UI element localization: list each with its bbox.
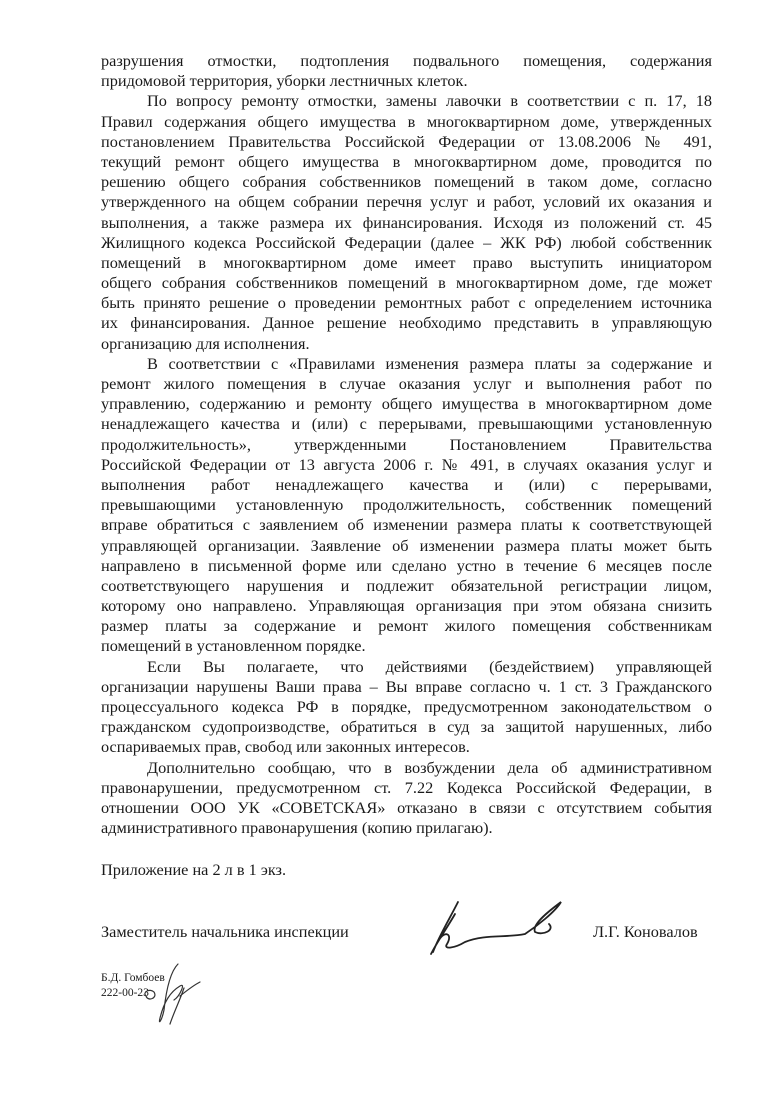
paragraph	[101, 657, 712, 758]
text-line: оспариваемых прав, свобод или законных интересов.	[101, 737, 470, 757]
text-line: разрушения отмостки, подтопления подвального помещения, содержания	[101, 51, 712, 70]
text-line: выполнения работ ненадлежащего качества и (или) с перерывами,	[101, 474, 712, 494]
text-line: организацию для исполнения.	[101, 333, 310, 353]
text-line: вправе обратиться с заявлением об изменении размера платы к соответствующей	[101, 515, 712, 535]
text-line: процессуального кодекса РФ в порядке, предусмотренном законодательством о	[101, 697, 712, 716]
text-line: правонарушении, предусмотренном ст. 7.22 Кодекса Российской Федерации, в	[101, 777, 712, 797]
attachment-note: Приложение на 2 л в 1 экз.	[101, 860, 287, 879]
text-line: которому оно направлено. Управляющая организация при этом обязана снизить	[101, 596, 712, 616]
text-line: организации нарушены Ваши права – Вы вправе согласно ч. 1 ст. 3 Гражданского	[101, 676, 712, 696]
signature-gomboev	[140, 962, 210, 1028]
text-line: управлению, содержанию и ремонту общего имущества в многоквартирном доме	[101, 394, 712, 414]
paragraph	[101, 91, 712, 353]
text-line: текущий ремонт общего имущества в многоквартирном доме, проводится по	[101, 151, 712, 171]
text-line: В соответствии с «Правилами изменения размера платы за содержание и	[147, 353, 712, 373]
text-line: размер платы за содержание и ремонт жилого помещения собственникам	[101, 616, 712, 636]
paragraph	[101, 354, 712, 657]
text-line: Российской Федерации от 13 августа 2006 г. № 491, в случаях оказания услуг и	[101, 454, 712, 474]
letter-body	[101, 51, 712, 838]
text-line: отношении ООО УК «СОВЕТСКАЯ» отказано в связи с отсутствием события	[101, 797, 712, 817]
paragraph	[101, 51, 712, 91]
signature-konovalov	[425, 898, 565, 956]
text-line: управляющей организации. Заявление об изменении размера платы может быть	[101, 535, 712, 555]
executor-phone: 222-00-23	[101, 987, 149, 999]
text-line: гражданском судопроизводстве, обратиться в суд за защитой нарушенных, либо	[101, 717, 712, 737]
text-line: продолжительность», утвержденными Постановлением Правительства	[101, 434, 712, 454]
text-line: Дополнительно сообщаю, что в возбуждении дела об административном	[147, 757, 712, 777]
paragraph	[101, 758, 712, 839]
text-line: Правил содержания общего имущества в многоквартирном доме, утвержденных	[101, 111, 712, 131]
text-line: выполнения, а также размера их финансирования. Исходя из положений ст. 45	[101, 212, 712, 232]
text-line: общего собрания собственников помещений в многоквартирном доме, где может	[101, 273, 712, 293]
text-line: их финансирования. Данное решение необходимо представить в управляющую	[101, 313, 712, 333]
text-line: ненадлежащего качества и (или) с перерывами, превышающими установленную	[101, 414, 712, 434]
text-line: Если Вы полагаете, что действиями (бездействием) управляющей	[147, 656, 712, 676]
text-line: административного правонарушения (копию прилагаю).	[101, 818, 493, 838]
executor-name: Б.Д. Гомбоев	[101, 972, 165, 984]
text-line: направлено в письменной форме или сделано устно в течение 6 месяцев после	[101, 555, 712, 575]
text-line: помещений в многоквартирном доме имеет право выступить инициатором	[101, 252, 712, 272]
signatory-name: Л.Г. Коновалов	[593, 922, 698, 941]
text-line: По вопросу ремонту отмостки, замены лавочки в соответствии с п. 17, 18	[147, 91, 712, 111]
text-line: утвержденного на общем собрании перечня услуг и работ, условий их оказания и	[101, 192, 712, 212]
text-line: помещений в установленном порядке.	[101, 636, 366, 656]
text-line: быть принято решение о проведении ремонтных работ с определением источника	[101, 293, 712, 313]
text-line: решению общего собрания собственников помещений в таком доме, согласно	[101, 172, 712, 192]
text-line: соответствующего нарушения и подлежит обязательной регистрации лицом,	[101, 575, 712, 595]
text-line: придомовой территория, уборки лестничных клеток.	[101, 71, 468, 91]
signatory-position: Заместитель начальника инспекции	[101, 922, 349, 941]
text-line: ремонт жилого помещения в случае оказания услуг и выполнения работ по	[101, 374, 712, 393]
text-line: постановлением Правительства Российской Федерации от 13.08.2006 № 491,	[101, 131, 712, 151]
text-line: превышающими установленную продолжительность, собственник помещений	[101, 495, 712, 515]
text-line: Жилищного кодекса Российской Федерации (далее – ЖК РФ) любой собственник	[101, 232, 712, 252]
